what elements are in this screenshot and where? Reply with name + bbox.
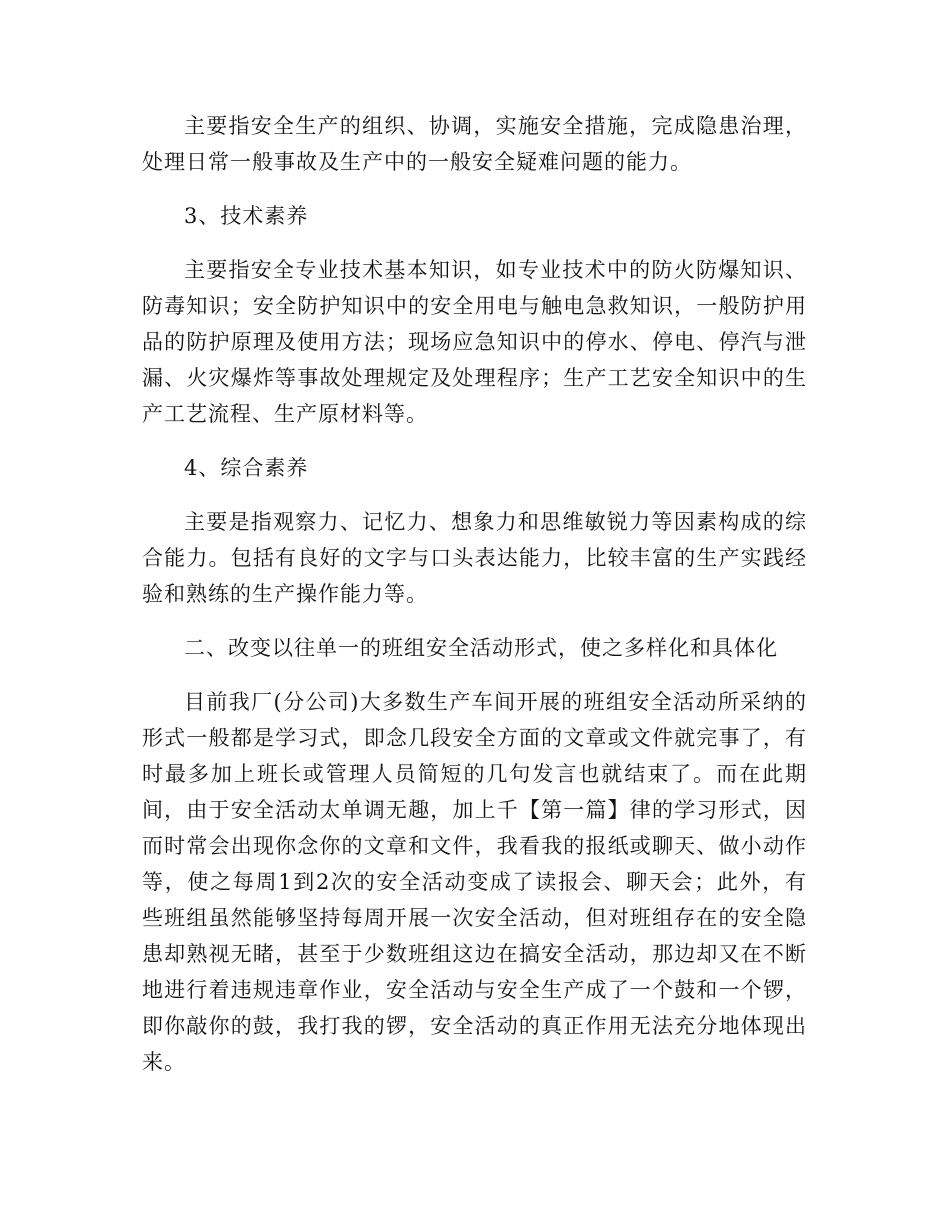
paragraph-comprehensive-ability: 主要是指观察力、记忆力、想象力和思维敏锐力等因素构成的综合能力。包括有良好的文字与口头表达能力，比较丰富的生产实践经验和熟练的生产操作能力等。	[142, 510, 807, 606]
document-body	[142, 108, 807, 1098]
section-heading-technical-literacy: 3、技术素养	[184, 204, 309, 228]
section-heading-comprehensive-literacy: 4、综合素养	[184, 456, 309, 480]
section-heading-activity-forms: 二、改变以往单一的班组安全活动形式，使之多样化和具体化	[184, 636, 778, 660]
paragraph-organization-ability: 主要指安全生产的组织、协调，实施安全措施，完成隐患治理，处理日常一般事故及生产中的一般安全疑难问题的能力。	[142, 114, 807, 174]
paragraph-current-situation: 目前我厂(分公司)大多数生产车间开展的班组安全活动所采纳的形式一般都是学习式，即念几段安全方面的文章或文件就完事了，有时最多加上班长或管理人员简短的几句发言也就结束了。而在此期间，由于安全活动太单调无趣，加上千【第一篇】律的学习形式，因而时常会出现你念你的文章和文件，我看我的报纸或聊天、做小动作等，使之每周1到2次的安全活动变成了读报会、聊天会；此外，有些班组虽然能够坚持每周开展一次安全活动，但对班组存在的安全隐患却熟视无睹，甚至于少数班组这边在搞安全活动，那边却又在不断地进行着违规违章作业，安全活动与安全生产成了一个鼓和一个锣，即你敲你的鼓，我打我的锣，安全活动的真正作用无法充分地体现出来。	[142, 690, 807, 1074]
paragraph-technical-knowledge: 主要指安全专业技术基本知识，如专业技术中的防火防爆知识、防毒知识；安全防护知识中的安全用电与触电急救知识，一般防护用品的防护原理及使用方法；现场应急知识中的停水、停电、停汽与泄漏、火灾爆炸等事故处理规定及处理程序；生产工艺安全知识中的生产工艺流程、生产原材料等。	[142, 258, 807, 426]
